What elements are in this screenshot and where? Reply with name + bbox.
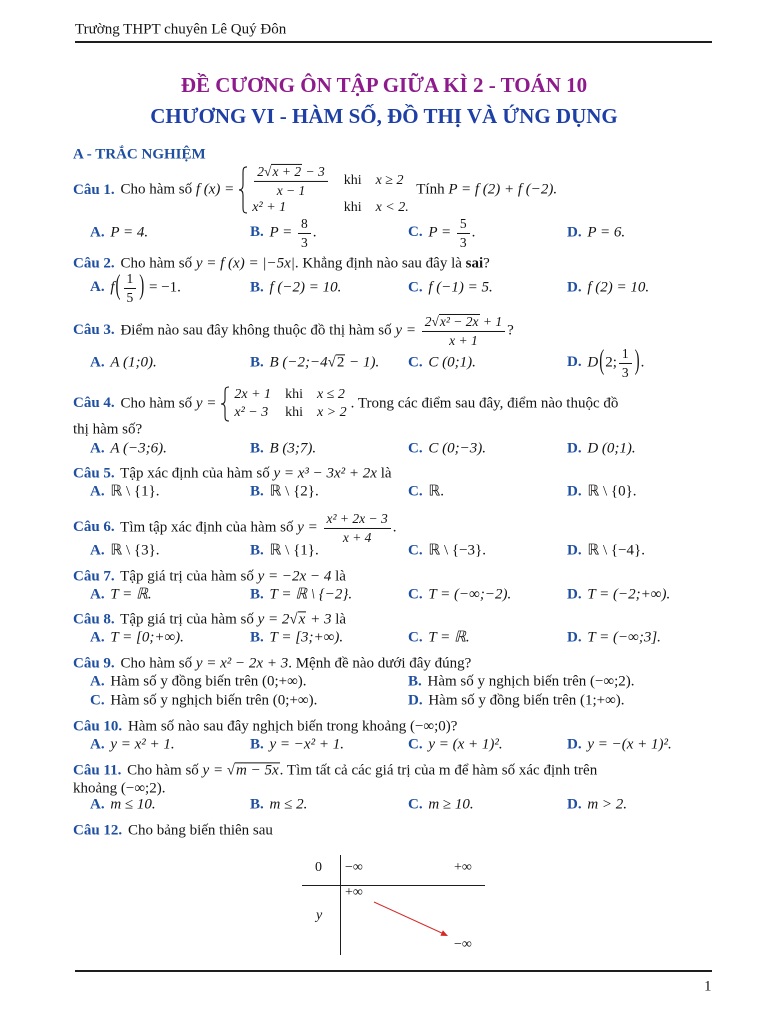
option-text: Hàm số y nghịch biến trên (−∞;2). [427, 673, 635, 690]
num-prefix: 2√ [257, 163, 272, 179]
option-prefix: P = [269, 224, 293, 241]
right-paren: ) [139, 271, 145, 303]
q6-option-a [90, 542, 160, 559]
table-y-label: y [316, 908, 323, 923]
option-letter: D. [408, 692, 423, 709]
option-text: ℝ \ {−4}. [587, 542, 645, 559]
numerator: 1 [124, 271, 137, 289]
question-text: Hàm số nào sau đây nghịch biến trong khoảng (−∞;0)? [127, 718, 458, 735]
q11-option-c [408, 796, 474, 813]
question-text: . Mệnh đề nào dưới đây đúng? [288, 655, 472, 672]
option-text: Hàm số y đồng biến trên (0;+∞). [110, 673, 307, 690]
question-5 [73, 465, 392, 482]
function-name: f [110, 279, 115, 296]
option-text: T = [3;+∞). [269, 629, 344, 646]
question-text: Cho hàm số [120, 181, 193, 198]
table-vertical-rule [340, 855, 341, 955]
question-text: Cho hàm số [120, 255, 193, 272]
option-letter: B. [250, 440, 264, 457]
denominator: 3 [621, 364, 629, 380]
option-letter: A. [90, 354, 105, 371]
option-text: D (0;1). [587, 440, 636, 457]
question-11-continued: khoảng (−∞;2). [73, 780, 166, 797]
q3-option-d [567, 346, 644, 380]
piecewise-function [220, 386, 346, 422]
question-end: là [335, 611, 347, 628]
math-expression: P = f (2) + f (−2). [448, 181, 558, 198]
brace-icon [238, 166, 248, 214]
option-text: y = (x + 1)². [428, 736, 503, 753]
case-condition: x ≤ 2 [316, 386, 345, 402]
option-text: T = [0;+∞). [110, 629, 184, 646]
coordinate: 2; [605, 354, 617, 371]
numerator: 1 [619, 346, 632, 364]
math-expression: y = −2x − 4 [257, 568, 332, 585]
question-label: Câu 8. [73, 611, 115, 628]
numerator: 5 [457, 216, 470, 234]
header-rule [75, 41, 712, 43]
brace-icon [220, 386, 230, 422]
q3-option-a [90, 354, 157, 371]
option-letter: A. [90, 796, 105, 813]
option-text: ℝ \ {0}. [587, 483, 637, 500]
math-expression: y = x³ − 3x² + 2x [273, 465, 377, 482]
q9-option-c [90, 692, 317, 709]
case-condition: x < 2. [375, 199, 409, 215]
question-label: Câu 10. [73, 718, 123, 735]
case-expression: x² + 1 [252, 199, 287, 215]
piecewise-cases [234, 387, 346, 421]
question-text: Cho hàm số [120, 655, 193, 672]
q8-option-c [408, 629, 470, 646]
fraction [324, 511, 391, 545]
question-1 [73, 164, 557, 216]
option-text: P = 6. [587, 224, 626, 241]
school-header: Trường THPT chuyên Lê Quý Đôn [75, 21, 287, 38]
question-text: Tập giá trị của hàm số [120, 611, 254, 628]
decreasing-arrow-icon [368, 896, 458, 942]
option-text: C (0;1). [428, 354, 476, 371]
option-letter: B. [250, 586, 264, 603]
option-text: y = x² + 1. [110, 736, 175, 753]
option-text: T = ℝ \ {−2}. [269, 586, 353, 603]
option-text: f (2) = 10. [587, 279, 650, 296]
q2-option-c [408, 279, 493, 296]
question-9 [73, 655, 471, 672]
question-11 [73, 762, 597, 779]
option-text: ℝ \ {1}. [110, 483, 160, 500]
q11-option-d [567, 796, 627, 813]
q4-option-a [90, 440, 167, 457]
option-text: ℝ \ {3}. [110, 542, 160, 559]
denominator: 5 [126, 289, 134, 305]
radicand: m − 5x [236, 762, 279, 779]
radicand: x² − 2x [439, 313, 479, 329]
option-letter: A. [90, 440, 105, 457]
q5-option-b [250, 483, 319, 500]
case-keyword: khi [343, 199, 362, 215]
q3-option-c [408, 354, 476, 371]
option-letter: C. [408, 586, 423, 603]
option-text: P = 4. [110, 224, 149, 241]
option-letter: B. [250, 279, 264, 296]
denominator: 3 [301, 234, 308, 250]
case-expression: 2x + 1 [234, 386, 272, 402]
question-4 [73, 386, 618, 422]
option-suffix: . [640, 354, 645, 371]
math-lhs: y = [395, 322, 416, 339]
option-letter: D. [567, 483, 582, 500]
fraction [457, 216, 470, 250]
q11-option-b [250, 796, 307, 813]
option-suffix: − 1). [345, 354, 380, 371]
option-letter: C. [408, 736, 423, 753]
option-letter: B. [250, 629, 264, 646]
question-text: . Tìm tất cả các giá trị của m để hàm số xác định trên [279, 762, 598, 779]
math-expression: y = f (x) = |−5x| [195, 255, 295, 272]
question-text: . Trong các điểm sau đây, điểm nào thuộc đồ [350, 395, 619, 412]
q8-option-d [567, 629, 661, 646]
option-letter: A. [90, 586, 105, 603]
q8-option-a [90, 629, 184, 646]
page-title: ĐỀ CƯƠNG ÔN TẬP GIỮA KÌ 2 - TOÁN 10 [180, 72, 588, 97]
case-condition: x ≥ 2 [375, 172, 404, 188]
option-letter: B. [408, 673, 422, 690]
question-end: là [380, 465, 392, 482]
question-text: Điểm nào sau đây không thuộc đồ thị hàm số [120, 322, 392, 339]
math-prefix: y = 2√ [257, 611, 298, 628]
option-text: m > 2. [587, 796, 628, 813]
option-letter: A. [90, 629, 105, 646]
q2-option-a [90, 271, 181, 305]
option-text: y = −x² + 1. [269, 736, 344, 753]
q11-option-a [90, 796, 156, 813]
option-letter: C. [408, 354, 423, 371]
math-lhs: y = [195, 395, 217, 412]
case-keyword: khi [343, 172, 362, 188]
q7-option-a [90, 586, 152, 603]
fraction [124, 271, 137, 305]
option-letter: B. [250, 736, 264, 753]
denominator: 3 [459, 234, 467, 250]
q10-option-b [250, 736, 344, 753]
question-end: ? [483, 255, 490, 272]
q4-option-d [567, 440, 636, 457]
fraction [298, 216, 311, 250]
math-expression: y = x² − 2x + 3 [195, 655, 289, 672]
question-10 [73, 718, 457, 735]
option-letter: D. [567, 629, 582, 646]
q5-option-a [90, 483, 160, 500]
question-7 [73, 568, 346, 585]
option-letter: D. [567, 542, 582, 559]
option-letter: A. [90, 542, 105, 559]
option-suffix: = −1. [149, 279, 181, 296]
q8-option-b [250, 629, 343, 646]
q6-option-b [250, 542, 319, 559]
option-text: A (−3;6). [110, 440, 167, 457]
option-text: m ≤ 2. [269, 796, 308, 813]
option-text: T = (−2;+∞). [587, 586, 671, 603]
question-text: Tập xác định của hàm số [120, 465, 270, 482]
numerator: x² + 2x − 3 [324, 511, 391, 529]
q6-option-d [567, 542, 645, 559]
q10-option-c [408, 736, 503, 753]
question-text: Tìm tập xác định của hàm số [120, 519, 294, 536]
q1-option-b [250, 216, 317, 250]
q2-option-b [250, 279, 341, 296]
page-number: 1 [704, 978, 712, 995]
numerator [254, 164, 327, 182]
question-label: Câu 12. [73, 822, 123, 839]
math-prefix: y = √ [202, 762, 236, 779]
option-letter: D. [567, 440, 582, 457]
piecewise-function [238, 164, 408, 216]
section-heading: A - TRẮC NGHIỆM [73, 146, 206, 163]
question-text: Tính [416, 181, 445, 198]
math-suffix: + 3 [306, 611, 332, 628]
radicand: 2 [336, 354, 345, 371]
q3-option-b [250, 354, 379, 371]
case-keyword: khi [285, 405, 303, 420]
fraction [619, 346, 632, 380]
option-text: m ≤ 10. [110, 796, 156, 813]
option-text: f (−2) = 10. [269, 279, 342, 296]
option-text: Hàm số y nghịch biến trên (0;+∞). [110, 692, 318, 709]
denominator: x − 1 [276, 182, 306, 198]
question-12 [73, 822, 273, 839]
q10-option-d [567, 736, 672, 753]
option-text: C (0;−3). [428, 440, 486, 457]
question-text: Cho hàm số [127, 762, 199, 779]
q1-option-c [408, 216, 475, 250]
table-horizontal-rule [302, 885, 485, 886]
question-label: Câu 3. [73, 322, 115, 339]
left-paren: ( [599, 346, 605, 378]
table-y-end: −∞ [454, 937, 472, 952]
question-8 [73, 611, 346, 628]
option-letter: A. [90, 736, 105, 753]
option-text: T = ℝ. [110, 586, 152, 603]
fraction [422, 314, 505, 348]
option-letter: D. [567, 354, 582, 371]
option-letter: D. [567, 224, 582, 241]
numerator [422, 314, 505, 332]
option-letter: C. [408, 483, 423, 500]
q4-option-b [250, 440, 316, 457]
question-4-continued: thị hàm số? [73, 421, 143, 438]
option-letter: B. [250, 483, 264, 500]
option-letter: D. [567, 279, 582, 296]
option-letter: D. [567, 736, 582, 753]
option-letter: A. [90, 673, 105, 690]
fraction [254, 164, 327, 198]
table-x-start: −∞ [345, 860, 363, 875]
denominator: x + 1 [449, 332, 478, 348]
table-x-end: +∞ [454, 860, 472, 875]
piecewise-cases [252, 164, 408, 216]
option-letter: B. [250, 542, 264, 559]
option-text: m ≥ 10. [428, 796, 474, 813]
option-letter: D. [567, 796, 582, 813]
question-label: Câu 2. [73, 255, 115, 272]
option-text: T = ℝ. [428, 629, 470, 646]
q7-option-b [250, 586, 352, 603]
question-text: Cho hàm số [120, 395, 193, 412]
q1-option-d [567, 224, 625, 241]
q9-option-d [408, 692, 625, 709]
q5-option-d [567, 483, 637, 500]
option-letter: C. [90, 692, 105, 709]
right-paren: ) [634, 346, 640, 378]
option-letter: A. [90, 224, 105, 241]
num-prefix: 2√ [424, 313, 439, 329]
option-letter: A. [90, 279, 105, 296]
q4-option-c [408, 440, 486, 457]
option-letter: C. [408, 629, 423, 646]
option-text: T = (−∞;3]. [587, 629, 661, 646]
option-prefix: B (−2;−4√ [269, 354, 336, 371]
option-letter: C. [408, 279, 423, 296]
option-letter: D. [567, 586, 582, 603]
q9-option-b [408, 673, 635, 690]
left-paren: ( [115, 271, 121, 303]
option-text: f (−1) = 5. [428, 279, 493, 296]
option-letter: C. [408, 224, 423, 241]
q6-option-c [408, 542, 486, 559]
q1-option-a [90, 224, 148, 241]
question-text: . Khẳng định nào sau đây là [294, 255, 462, 272]
question-text: Tập giá trị của hàm số [120, 568, 254, 585]
question-label: Câu 1. [73, 181, 115, 198]
numerator: 8 [298, 216, 311, 234]
q2-option-d [567, 279, 649, 296]
option-letter: B. [250, 796, 264, 813]
option-text: ℝ. [428, 483, 444, 500]
option-letter: C. [408, 796, 423, 813]
option-text: y = −(x + 1)². [587, 736, 672, 753]
option-text: ℝ \ {2}. [269, 483, 319, 500]
question-label: Câu 11. [73, 762, 122, 779]
option-letter: B. [250, 354, 264, 371]
option-text: T = (−∞;−2). [428, 586, 512, 603]
q9-option-a [90, 673, 307, 690]
chapter-title: CHƯƠNG VI - HÀM SỐ, ĐỒ THỊ VÀ ỨNG DỤNG [150, 103, 618, 128]
option-prefix: P = [428, 224, 452, 241]
q10-option-a [90, 736, 175, 753]
option-letter: C. [408, 440, 423, 457]
option-suffix: . [471, 224, 476, 241]
question-end: . [392, 519, 397, 536]
option-text: ℝ \ {−3}. [428, 542, 486, 559]
option-text: B (3;7). [269, 440, 317, 457]
q5-option-c [408, 483, 444, 500]
option-text: ℝ \ {1}. [269, 542, 319, 559]
num-suffix: + 1 [479, 313, 503, 329]
emphasis-text: sai [465, 255, 484, 272]
option-letter: A. [90, 483, 105, 500]
footer-rule [75, 970, 712, 972]
point-name: D [587, 354, 599, 371]
radicand: x + 2 [272, 163, 302, 179]
question-end: ? [507, 322, 514, 339]
radicand: x [298, 611, 306, 628]
question-label: Câu 7. [73, 568, 115, 585]
num-suffix: − 3 [302, 163, 325, 179]
option-letter: C. [408, 542, 423, 559]
question-label: Câu 5. [73, 465, 115, 482]
case-condition: x > 2 [316, 405, 347, 420]
question-3 [73, 314, 514, 348]
option-suffix: . [312, 224, 317, 241]
math-lhs: y = [297, 519, 318, 536]
question-label: Câu 9. [73, 655, 115, 672]
case-keyword: khi [285, 386, 303, 402]
table-y-start: +∞ [345, 885, 363, 900]
math-lhs: f (x) = [195, 181, 235, 198]
q7-option-c [408, 586, 511, 603]
option-text: Hàm số y đồng biến trên (1;+∞). [428, 692, 625, 709]
case-expression: x² − 3 [234, 405, 269, 420]
question-label: Câu 6. [73, 519, 115, 536]
question-end: là [335, 568, 346, 585]
question-label: Câu 4. [73, 395, 115, 412]
q7-option-d [567, 586, 670, 603]
option-text: A (1;0). [110, 354, 157, 371]
denominator: x + 4 [342, 529, 372, 545]
question-text: Cho bảng biến thiên sau [127, 822, 273, 839]
option-letter: B. [250, 224, 264, 241]
table-x-label: 0 [315, 860, 322, 875]
question-6 [73, 511, 397, 545]
